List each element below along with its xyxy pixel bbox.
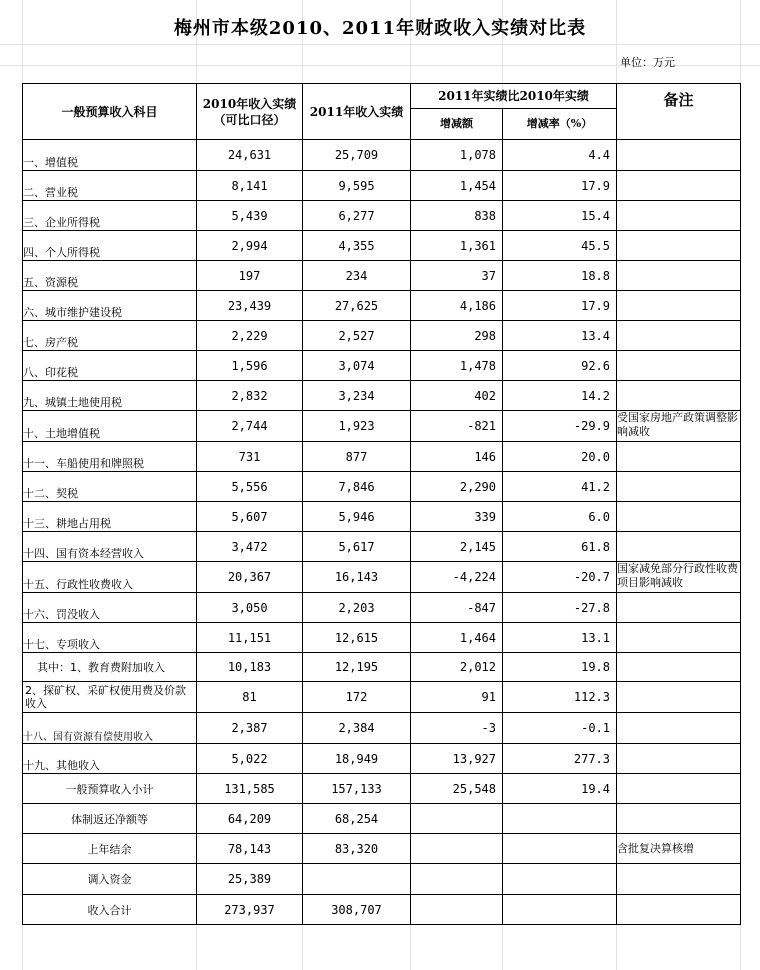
- row-item: 上年结余: [23, 834, 197, 864]
- table-row: [23, 895, 741, 925]
- value-change-rate: -29.9: [503, 411, 617, 442]
- row-remark: 国家减免部分行政性收费项目影响减收: [617, 562, 741, 593]
- table-row: [23, 411, 741, 442]
- row-remark: 含批复决算核增: [617, 834, 741, 864]
- value-2011: 3,074: [303, 351, 411, 381]
- header-2011: 2011年收入实绩: [303, 84, 411, 140]
- row-remark: [617, 140, 741, 171]
- value-change-rate: 41.2: [503, 472, 617, 502]
- value-change-rate: [503, 864, 617, 895]
- row-remark: [617, 442, 741, 472]
- value-change-amount: [411, 864, 503, 895]
- row-item: 收入合计: [23, 895, 197, 925]
- table-row: [23, 261, 741, 291]
- row-item: 十一、车船使用和牌照税: [23, 442, 197, 472]
- table-row: [23, 171, 741, 201]
- value-change-rate: -27.8: [503, 593, 617, 623]
- value-2011: 234: [303, 261, 411, 291]
- table-row: [23, 351, 741, 381]
- row-remark: [617, 804, 741, 834]
- header-2010-line2: （可比口径）: [213, 112, 286, 127]
- row-remark: 受国家房地产政策调整影响减收: [617, 411, 741, 442]
- value-2011: 5,946: [303, 502, 411, 532]
- value-change-amount: 1,478: [411, 351, 503, 381]
- value-change-rate: 45.5: [503, 231, 617, 261]
- row-item: 2、探矿权、采矿权使用费及价款收入: [23, 682, 197, 713]
- table-row: [23, 682, 741, 713]
- table-row: [23, 231, 741, 261]
- row-remark: [617, 231, 741, 261]
- value-2011: 6,277: [303, 201, 411, 231]
- row-item: 体制返还净额等: [23, 804, 197, 834]
- value-change-rate: 4.4: [503, 140, 617, 171]
- value-change-amount: 2,012: [411, 653, 503, 682]
- value-change-amount: 1,361: [411, 231, 503, 261]
- value-change-amount: 91: [411, 682, 503, 713]
- row-item: 九、城镇土地使用税: [23, 381, 197, 411]
- table-row: [23, 804, 741, 834]
- value-2010: 24,631: [197, 140, 303, 171]
- value-change-amount: 838: [411, 201, 503, 231]
- row-remark: [617, 502, 741, 532]
- value-change-rate: 6.0: [503, 502, 617, 532]
- value-2010: 8,141: [197, 171, 303, 201]
- value-change-amount: 13,927: [411, 744, 503, 774]
- value-2011: 12,615: [303, 623, 411, 653]
- value-change-amount: 1,078: [411, 140, 503, 171]
- table-row: [23, 321, 741, 351]
- row-item: 三、企业所得税: [23, 201, 197, 231]
- row-remark: [617, 593, 741, 623]
- row-item: 调入资金: [23, 864, 197, 895]
- value-change-amount: -847: [411, 593, 503, 623]
- header-change-rate: 增减率（%）: [503, 109, 617, 140]
- table-row: [23, 532, 741, 562]
- value-change-amount: 25,548: [411, 774, 503, 804]
- value-change-amount: 1,454: [411, 171, 503, 201]
- header-2010-line1: 2010年收入实绩: [202, 96, 297, 111]
- row-item: 二、营业税: [23, 171, 197, 201]
- table-row: [23, 864, 741, 895]
- table-row: [23, 201, 741, 231]
- value-change-rate: 112.3: [503, 682, 617, 713]
- value-change-rate: 61.8: [503, 532, 617, 562]
- value-2010: 1,596: [197, 351, 303, 381]
- value-change-amount: [411, 895, 503, 925]
- table-row: [23, 623, 741, 653]
- row-remark: [617, 864, 741, 895]
- value-change-amount: [411, 804, 503, 834]
- value-2010: 10,183: [197, 653, 303, 682]
- row-remark: [617, 653, 741, 682]
- row-item: 其中：1、教育费附加收入: [23, 653, 197, 682]
- value-2011: 157,133: [303, 774, 411, 804]
- row-remark: [617, 623, 741, 653]
- value-2010: 23,439: [197, 291, 303, 321]
- row-item: 十五、行政性收费收入: [23, 562, 197, 593]
- row-remark: [617, 774, 741, 804]
- value-change-amount: 339: [411, 502, 503, 532]
- table-row: [23, 834, 741, 864]
- row-remark: [617, 261, 741, 291]
- row-item: 十四、国有资本经营收入: [23, 532, 197, 562]
- row-remark: [617, 351, 741, 381]
- row-item: 十二、契税: [23, 472, 197, 502]
- value-change-amount: [411, 834, 503, 864]
- table-row: [23, 593, 741, 623]
- row-item: 八、印花税: [23, 351, 197, 381]
- value-2011: 172: [303, 682, 411, 713]
- value-2010: 25,389: [197, 864, 303, 895]
- value-2010: 197: [197, 261, 303, 291]
- value-2010: 2,744: [197, 411, 303, 442]
- value-2011: 16,143: [303, 562, 411, 593]
- row-item: 六、城市维护建设税: [23, 291, 197, 321]
- value-2011: 9,595: [303, 171, 411, 201]
- row-item: 十三、耕地占用税: [23, 502, 197, 532]
- value-2011: 2,384: [303, 713, 411, 744]
- value-2011: 68,254: [303, 804, 411, 834]
- value-change-amount: -3: [411, 713, 503, 744]
- table-row: [23, 653, 741, 682]
- value-2011: 25,709: [303, 140, 411, 171]
- value-2011: 2,203: [303, 593, 411, 623]
- value-change-rate: 17.9: [503, 291, 617, 321]
- value-2010: 5,556: [197, 472, 303, 502]
- value-change-rate: -20.7: [503, 562, 617, 593]
- value-2011: 1,923: [303, 411, 411, 442]
- value-change-amount: 4,186: [411, 291, 503, 321]
- value-change-rate: [503, 834, 617, 864]
- value-change-amount: -4,224: [411, 562, 503, 593]
- value-2010: 64,209: [197, 804, 303, 834]
- row-item: 十六、罚没收入: [23, 593, 197, 623]
- value-change-amount: 2,290: [411, 472, 503, 502]
- value-change-rate: 277.3: [503, 744, 617, 774]
- row-item: 七、房产税: [23, 321, 197, 351]
- value-2011: [303, 864, 411, 895]
- value-change-rate: 19.4: [503, 774, 617, 804]
- row-item: 十、土地增值税: [23, 411, 197, 442]
- value-change-amount: -821: [411, 411, 503, 442]
- row-remark: [617, 713, 741, 744]
- value-change-rate: 15.4: [503, 201, 617, 231]
- value-change-amount: 1,464: [411, 623, 503, 653]
- header-remark: 备注: [617, 84, 741, 140]
- table-row: [23, 502, 741, 532]
- value-change-rate: 92.6: [503, 351, 617, 381]
- value-2011: 4,355: [303, 231, 411, 261]
- row-item: 四、个人所得税: [23, 231, 197, 261]
- row-remark: [617, 321, 741, 351]
- value-change-amount: 2,145: [411, 532, 503, 562]
- row-remark: [617, 201, 741, 231]
- value-2010: 131,585: [197, 774, 303, 804]
- value-change-amount: 37: [411, 261, 503, 291]
- table-row: [23, 472, 741, 502]
- value-2011: 83,320: [303, 834, 411, 864]
- row-remark: [617, 532, 741, 562]
- value-2011: 2,527: [303, 321, 411, 351]
- table-row: [23, 562, 741, 593]
- row-remark: [617, 472, 741, 502]
- value-2011: 12,195: [303, 653, 411, 682]
- row-item: 十九、其他收入: [23, 744, 197, 774]
- value-2010: 731: [197, 442, 303, 472]
- value-2010: 5,607: [197, 502, 303, 532]
- value-change-rate: [503, 804, 617, 834]
- table-row: [23, 291, 741, 321]
- value-2010: 20,367: [197, 562, 303, 593]
- value-2010: 2,832: [197, 381, 303, 411]
- table-body: [23, 140, 741, 925]
- table-row: [23, 774, 741, 804]
- value-2010: 3,472: [197, 532, 303, 562]
- header-item: 一般预算收入科目: [23, 84, 197, 140]
- value-change-amount: 402: [411, 381, 503, 411]
- table-row: [23, 713, 741, 744]
- row-remark: [617, 171, 741, 201]
- row-item: 十七、专项收入: [23, 623, 197, 653]
- row-remark: [617, 744, 741, 774]
- header-compare: 2011年实绩比2010年实绩: [411, 84, 617, 109]
- value-2010: 11,151: [197, 623, 303, 653]
- value-2010: 3,050: [197, 593, 303, 623]
- row-item: 五、资源税: [23, 261, 197, 291]
- value-change-amount: 298: [411, 321, 503, 351]
- row-item: 十八、国有资源有偿使用收入: [23, 713, 197, 744]
- value-2011: 27,625: [303, 291, 411, 321]
- value-2011: 877: [303, 442, 411, 472]
- value-2010: 2,387: [197, 713, 303, 744]
- value-change-rate: 13.4: [503, 321, 617, 351]
- revenue-table: [22, 83, 741, 925]
- value-2010: 2,994: [197, 231, 303, 261]
- row-remark: [617, 895, 741, 925]
- value-2010: 2,229: [197, 321, 303, 351]
- value-2011: 7,846: [303, 472, 411, 502]
- value-change-rate: 17.9: [503, 171, 617, 201]
- table-row: [23, 381, 741, 411]
- value-change-rate: 20.0: [503, 442, 617, 472]
- value-2010: 5,022: [197, 744, 303, 774]
- page-title: 梅州市本级2010、2011年财政收入实绩对比表: [173, 18, 587, 39]
- value-change-rate: [503, 895, 617, 925]
- header-2010: [197, 84, 303, 140]
- value-change-rate: 19.8: [503, 653, 617, 682]
- table-row: [23, 140, 741, 171]
- value-change-rate: 13.1: [503, 623, 617, 653]
- value-2011: 3,234: [303, 381, 411, 411]
- value-2011: 308,707: [303, 895, 411, 925]
- row-item: 一般预算收入小计: [23, 774, 197, 804]
- row-item: 一、增值税: [23, 140, 197, 171]
- unit-label: 单位：万元: [620, 56, 675, 69]
- value-change-rate: -0.1: [503, 713, 617, 744]
- row-remark: [617, 682, 741, 713]
- value-2011: 18,949: [303, 744, 411, 774]
- table-row: [23, 442, 741, 472]
- value-2010: 78,143: [197, 834, 303, 864]
- value-2011: 5,617: [303, 532, 411, 562]
- value-2010: 5,439: [197, 201, 303, 231]
- table-row: [23, 744, 741, 774]
- value-change-rate: 18.8: [503, 261, 617, 291]
- row-remark: [617, 291, 741, 321]
- value-2010: 273,937: [197, 895, 303, 925]
- value-2010: 81: [197, 682, 303, 713]
- header-change-amount: 增减额: [411, 109, 503, 140]
- value-change-amount: 146: [411, 442, 503, 472]
- value-change-rate: 14.2: [503, 381, 617, 411]
- row-remark: [617, 381, 741, 411]
